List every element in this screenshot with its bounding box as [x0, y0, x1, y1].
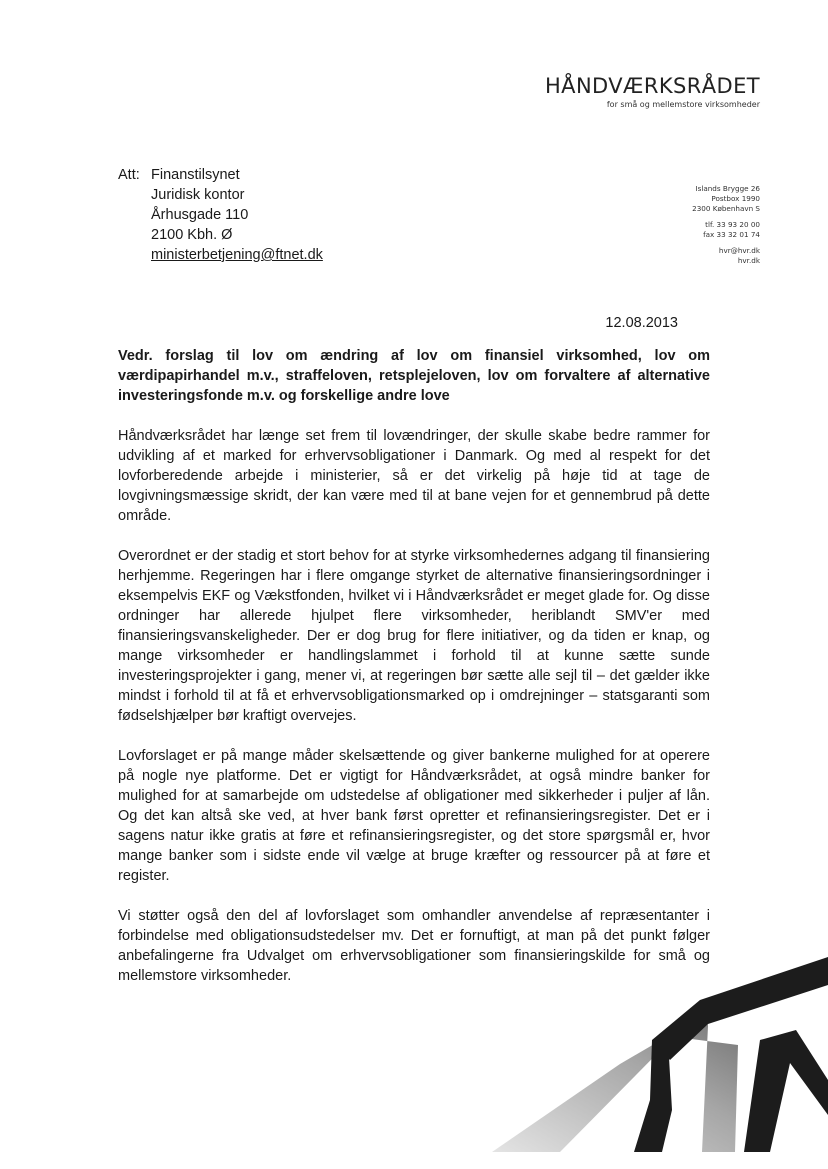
- body-paragraph: Lovforslaget er på mange måder skelsættende og giver bankerne mulighed for at operere på nogle nye platforme. Det er vigtigt for Håndværksrådet, at også mindre banker for mulighed for at samarbejde om udstedelse af obligationer med sikkerheder i puljer af lån. Og det kan altså ske ved, at hver bank først opretter et refinansieringsregister. Det er i sagens natur ikke gratis at føre et refinansieringsregister, og det store spørgsmål er, hvor mange banker som i sidste ende vil vælge at bruge kræfter og ressourcer på at føre et register.: [118, 748, 710, 884]
- recipient-line: Juridisk kontor: [151, 187, 245, 203]
- recipient-label: Att:: [118, 167, 140, 183]
- letter-subject: Vedr. forslag til lov om ændring af lov om finansiel virksomhed, lov om værdipapirhandel m.v., straffeloven, retsplejeloven, lov om forvaltere af alternative investeringsfonde m.v. og forskellige andre love: [118, 348, 710, 404]
- sender-address-line: Postbox 1990: [711, 194, 760, 203]
- body-paragraph: Overordnet er der stadig et stort behov for at styrke virksomhedernes adgang til finansiering herhjemme. Regeringen har i flere omgange styrket de alternative finansieringsordninger i eksempelvis EKF og Vækstfonden, hvilket vi i Håndværksrådet er meget glade for. Og disse ordninger har allerede hjulpet flere virksomheder, heriblandt SMV'er med finansieringsvanskeligheder. Der er dog brug for flere initiativer, og da tiden er knap, og mange virksomheder er handlingslammet i forhold til at kunne sætte sunde investeringsprojekter i gang, mener vi, at regeringen bør sætte alle sejl til – det gælder ikke mindst i forhold til at få et erhvervsobligationsmarked op i omdrejninger – statsgaranti som fødselshjælper bør kraftigt overvejes.: [118, 548, 710, 724]
- sender-address-line: 2300 København S: [692, 204, 760, 213]
- sender-website: hvr.dk: [737, 256, 760, 265]
- recipient-line: 2100 Kbh. Ø: [151, 227, 233, 243]
- logo-tagline: for små og mellemstore virksomheder: [606, 100, 760, 109]
- sender-phone: tlf. 33 93 20 00: [705, 220, 760, 229]
- sender-address-line: Islands Brygge 26: [695, 184, 760, 193]
- logo-wordmark: HÅNDVÆRKSRÅDET: [544, 74, 760, 98]
- sender-email: hvr@hvr.dk: [718, 246, 760, 255]
- ribbon-dark-right: [744, 1030, 828, 1152]
- sender-fax: fax 33 32 01 74: [703, 230, 760, 239]
- body-paragraph: Håndværksrådet har længe set frem til lovændringer, der skulle skabe bedre rammer for udvikling af et marked for erhvervsobligationer i Danmark. Og med al respekt for det lovforberedende arbejde i ministerier, så er det virkelig på høje tid at tage de lovgivningsmæssige skridt, der kan være med til at bane vejen for et gennembrud på dette område.: [118, 428, 710, 524]
- recipient-line: Århusgade 110: [151, 207, 249, 223]
- body-paragraph: Vi støtter også den del af lovforslaget som omhandler anvendelse af repræsentanter i forbindelse med obligationsudstedelser mv. Det er fornuftigt, at man på det punkt følger anbefalingerne fra Udvalget om erhvervsobligationer som finansieringskilde for små og mellemstore virksomheder.: [118, 908, 710, 984]
- letter-date: 12.08.2013: [605, 315, 678, 331]
- recipient-email-link[interactable]: ministerbetjening@ftnet.dk: [151, 247, 323, 263]
- recipient-line: Finanstilsynet: [151, 167, 240, 183]
